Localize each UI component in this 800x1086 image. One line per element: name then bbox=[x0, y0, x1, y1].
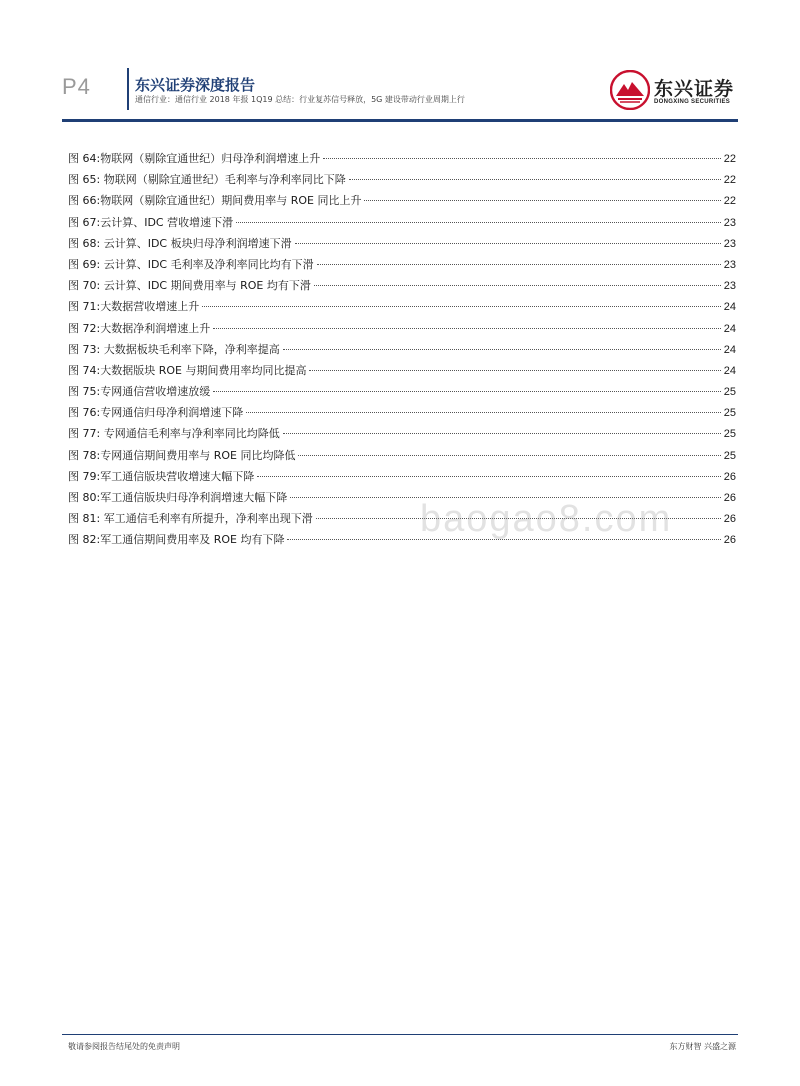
header-rule bbox=[62, 119, 738, 122]
toc-entry-page: 24 bbox=[723, 364, 736, 377]
report-subtitle: 通信行业：通信行业 2018 年报 1Q19 总结：行业复苏信号释放，5G 建设带动行业周期上行 bbox=[135, 95, 465, 104]
toc-entry-label: 图 78:专网通信期间费用率与 ROE 同比均降低 bbox=[68, 448, 296, 462]
toc-entry-label: 图 74:大数据版块 ROE 与期间费用率均同比提高 bbox=[68, 363, 307, 377]
toc-entry-label: 图 66:物联网（剔除宜通世纪）期间费用率与 ROE 同比上升 bbox=[68, 194, 362, 208]
toc-entry-label: 图 76:专网通信归母净利润增速下降 bbox=[68, 406, 244, 420]
toc-entry-label: 图 77: 专网通信毛利率与净利率同比均降低 bbox=[68, 427, 280, 441]
toc-entry-page: 25 bbox=[723, 449, 736, 462]
toc-entry-label: 图 72:大数据净利润增速上升 bbox=[68, 321, 211, 335]
toc-entry[interactable] bbox=[68, 447, 736, 468]
toc-entry-label: 图 79:军工通信版块营收增速大幅下降 bbox=[68, 469, 255, 483]
toc-entry-label: 图 65: 物联网（剔除宜通世纪）毛利率与净利率同比下降 bbox=[68, 173, 346, 187]
company-logo bbox=[610, 70, 740, 114]
toc-entry-page: 24 bbox=[723, 343, 736, 356]
toc-entry-page: 25 bbox=[723, 386, 736, 399]
toc-entry[interactable] bbox=[68, 192, 736, 213]
toc-entry-page: 24 bbox=[723, 322, 736, 335]
toc-entry-label: 图 80:军工通信版块归母净利润增速大幅下降 bbox=[68, 491, 288, 504]
toc-entry[interactable] bbox=[68, 468, 736, 489]
toc-entry-label: 图 67:云计算、IDC 营收增速下滑 bbox=[68, 215, 234, 229]
toc-entry-label: 图 68: 云计算、IDC 板块归母净利润增速下滑 bbox=[68, 236, 292, 250]
toc-entry[interactable] bbox=[68, 320, 736, 341]
toc-entry[interactable] bbox=[68, 235, 736, 256]
toc-entry-label: 图 64:物联网（剔除宜通世纪）归母净利润增速上升 bbox=[68, 152, 321, 165]
toc-leader-dots bbox=[257, 476, 721, 477]
toc-leader-dots bbox=[298, 455, 720, 456]
toc-entry[interactable] bbox=[68, 425, 736, 446]
toc-leader-dots bbox=[317, 264, 721, 265]
toc-entry[interactable] bbox=[68, 150, 736, 171]
figure-index-list bbox=[68, 150, 736, 553]
toc-entry-label: 图 70: 云计算、IDC 期间费用率与 ROE 均有下滑 bbox=[68, 279, 311, 293]
logo-chinese-name: 东兴证券 bbox=[654, 78, 735, 100]
toc-entry-label: 图 81: 军工通信毛利率有所提升，净利率出现下滑 bbox=[68, 512, 313, 526]
footer-rule bbox=[62, 1034, 738, 1035]
toc-leader-dots bbox=[295, 243, 721, 244]
toc-entry[interactable] bbox=[68, 277, 736, 298]
toc-leader-dots bbox=[283, 433, 721, 434]
toc-entry[interactable] bbox=[68, 341, 736, 362]
footer-disclaimer: 敬请参阅报告结尾处的免责声明 bbox=[68, 1042, 180, 1051]
toc-entry-page: 23 bbox=[723, 280, 736, 293]
toc-leader-dots bbox=[309, 370, 720, 371]
toc-entry[interactable] bbox=[68, 404, 736, 425]
toc-entry[interactable] bbox=[68, 298, 736, 319]
toc-entry-page: 26 bbox=[723, 470, 736, 483]
toc-entry[interactable] bbox=[68, 362, 736, 383]
toc-leader-dots bbox=[202, 306, 721, 307]
toc-leader-dots bbox=[236, 222, 721, 223]
toc-entry[interactable] bbox=[68, 214, 736, 235]
toc-leader-dots bbox=[364, 200, 720, 201]
toc-entry-label: 图 82:军工通信期间费用率及 ROE 均有下降 bbox=[68, 533, 285, 547]
toc-entry-page: 24 bbox=[723, 301, 736, 314]
page-header bbox=[62, 68, 738, 124]
toc-entry-label: 图 75:专网通信营收增速放缓 bbox=[68, 385, 211, 399]
page-number: P4 bbox=[62, 74, 91, 99]
report-title: 东兴证券深度报告 bbox=[135, 76, 256, 94]
logo-mark-icon bbox=[610, 70, 650, 110]
toc-entry-page: 23 bbox=[723, 216, 736, 229]
toc-leader-dots bbox=[283, 349, 721, 350]
logo-english-name: DONGXING SECURITIES bbox=[654, 99, 731, 105]
watermark: baogao8.com bbox=[420, 498, 673, 540]
toc-leader-dots bbox=[323, 158, 721, 159]
toc-entry-page: 22 bbox=[723, 153, 736, 165]
toc-entry[interactable] bbox=[68, 383, 736, 404]
toc-leader-dots bbox=[246, 412, 721, 413]
toc-entry[interactable] bbox=[68, 171, 736, 192]
toc-entry-page: 22 bbox=[723, 195, 736, 208]
toc-entry-label: 图 73: 大数据板块毛利率下降，净利率提高 bbox=[68, 342, 280, 356]
toc-leader-dots bbox=[213, 391, 721, 392]
toc-entry-page: 25 bbox=[723, 428, 736, 441]
toc-leader-dots bbox=[349, 179, 721, 180]
toc-leader-dots bbox=[314, 285, 721, 286]
toc-entry-label: 图 69: 云计算、IDC 毛利率及净利率同比均有下滑 bbox=[68, 257, 314, 271]
toc-entry-page: 23 bbox=[723, 237, 736, 250]
toc-entry[interactable] bbox=[68, 256, 736, 277]
toc-entry-page: 26 bbox=[723, 513, 736, 526]
toc-entry-page: 22 bbox=[723, 174, 736, 187]
toc-entry-page: 26 bbox=[723, 492, 736, 504]
footer-slogan: 东方财智 兴盛之源 bbox=[669, 1042, 736, 1051]
toc-entry-label: 图 71:大数据营收增速上升 bbox=[68, 300, 200, 314]
toc-leader-dots bbox=[213, 328, 721, 329]
header-divider bbox=[127, 68, 129, 110]
toc-entry-page: 25 bbox=[723, 407, 736, 420]
toc-entry-page: 26 bbox=[723, 534, 736, 547]
toc-entry-page: 23 bbox=[723, 258, 736, 271]
